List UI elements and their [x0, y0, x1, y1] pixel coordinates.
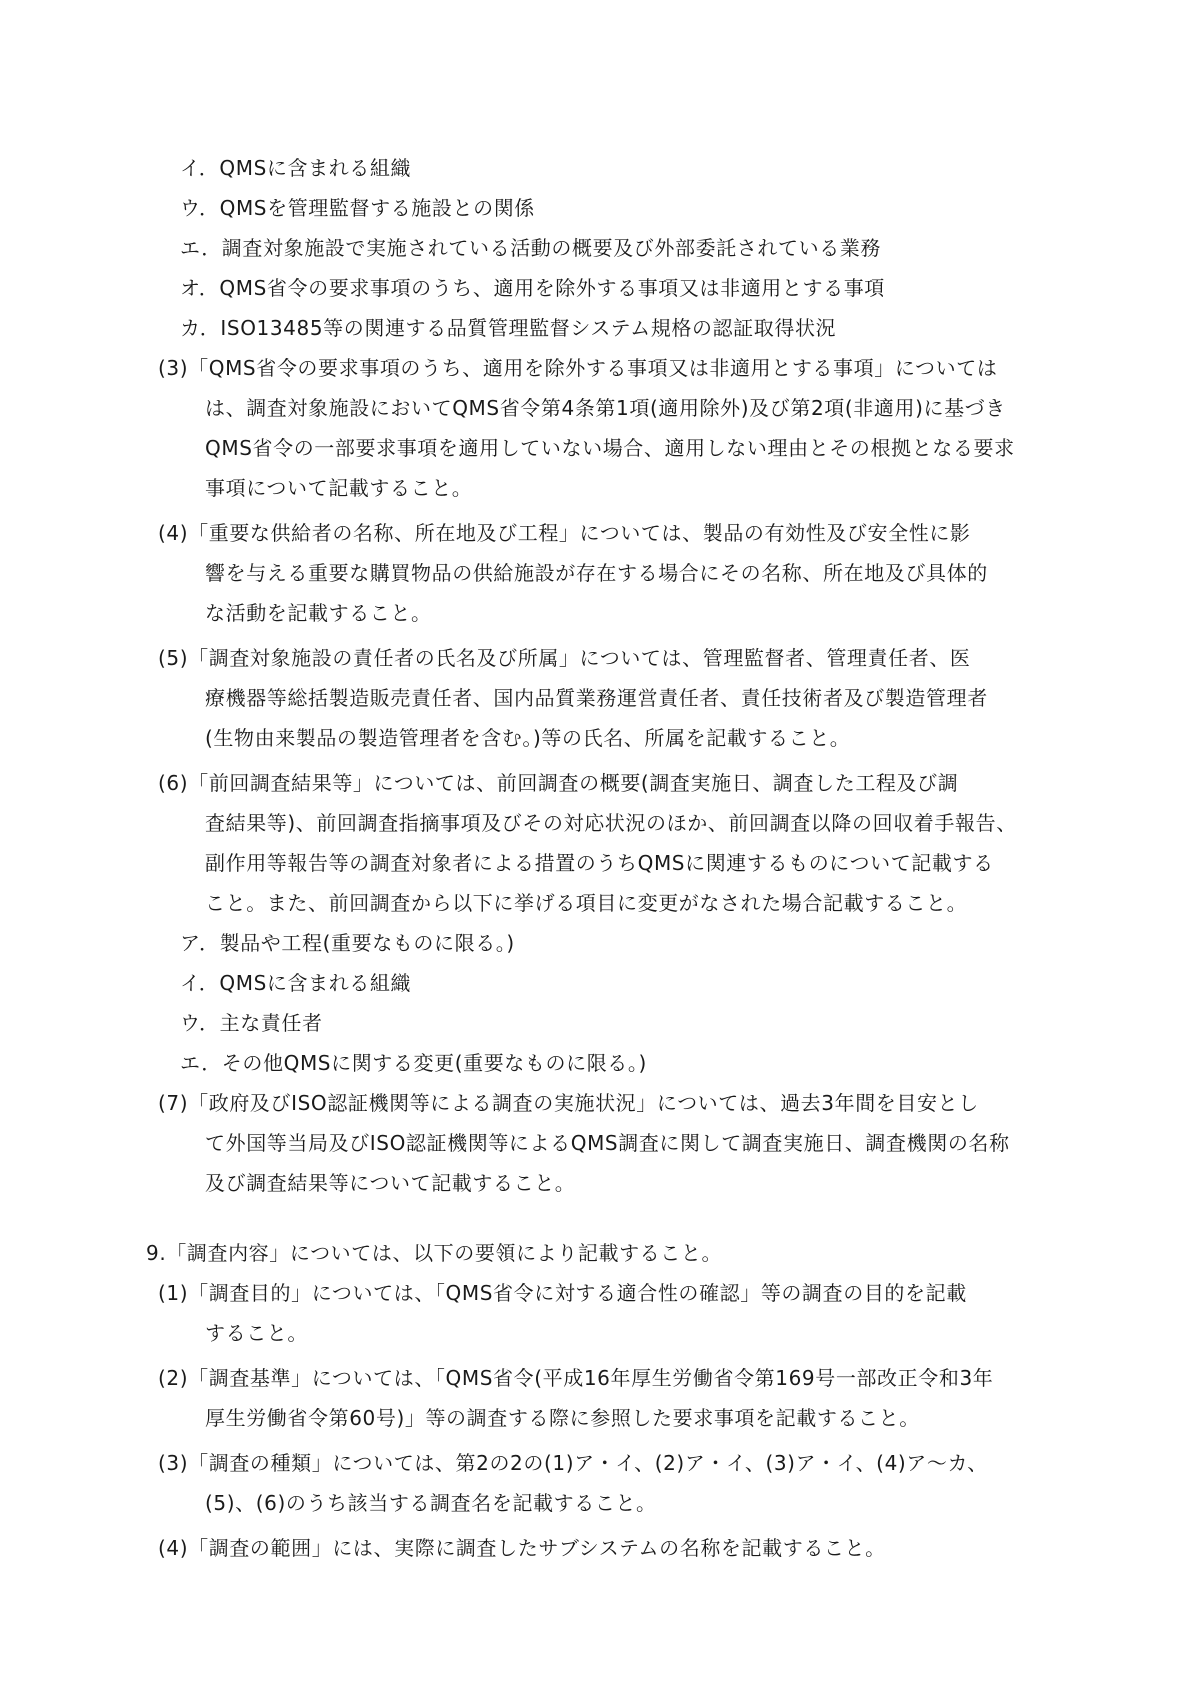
text-line: な活動を記載すること。 — [205, 601, 432, 625]
text-line: こと。また、前回調査から以下に挙げる項目に変更がなされた場合記載すること。 — [205, 891, 968, 915]
text-line: 事項について記載すること。 — [205, 476, 473, 500]
text-line: て外国等当局及びISO認証機関等によるQMS調査に関して調査実施日、調査機関の名称 — [205, 1131, 1010, 1155]
text-line: は、調査対象施設においてQMS省令第4条第1項(適用除外)及び第2項(非適用)に基づき — [205, 396, 1006, 420]
text-line: 厚生労働省令第60号)」等の調査する際に参照した要求事項を記載すること。 — [205, 1406, 920, 1430]
text-line: (7)「政府及びISO認証機関等による調査の実施状況」については、過去3年間を目安とし — [158, 1091, 979, 1115]
text-line: (4)「重要な供給者の名称、所在地及び工程」については、製品の有効性及び安全性に影 — [158, 521, 971, 545]
text-line: (生物由来製品の製造管理者を含む。)等の氏名、所属を記載すること。 — [205, 726, 851, 750]
text-line: (4)「調査の範囲」には、実際に調査したサブシステムの名称を記載すること。 — [158, 1536, 886, 1560]
text-line: 副作用等報告等の調査対象者による措置のうちQMSに関連するものについて記載する — [205, 851, 994, 875]
text-line: エ．調査対象施設で実施されている活動の概要及び外部委託されている業務 — [180, 236, 881, 260]
text-line: QMS省令の一部要求事項を適用していない場合、適用しない理由とその根拠となる要求 — [205, 436, 1015, 460]
text-line: すること。 — [205, 1321, 308, 1345]
text-line: オ．QMS省令の要求事項のうち、適用を除外する事項又は非適用とする事項 — [180, 276, 885, 300]
text-line: エ．その他QMSに関する変更(重要なものに限る。) — [180, 1051, 647, 1075]
text-line: 及び調査結果等について記載すること。 — [205, 1171, 576, 1195]
text-line: (2)「調査基準」については、「QMS省令(平成16年厚生労働省令第169号一部改正令和3年 — [158, 1366, 994, 1390]
section-heading: 9.「調査内容」については、以下の要領により記載すること。 — [146, 1241, 723, 1265]
text-line: 響を与える重要な購買物品の供給施設が存在する場合にその名称、所在地及び具体的 — [205, 561, 988, 585]
text-line: イ．QMSに含まれる組織 — [180, 971, 412, 995]
text-line: ウ．主な責任者 — [180, 1011, 323, 1035]
text-line: ウ．QMSを管理監督する施設との関係 — [180, 196, 535, 220]
text-line: (3)「調査の種類」については、第2の2の(1)ア・イ、(2)ア・イ、(3)ア・イ、(4)ア～カ、 — [158, 1451, 988, 1475]
text-line: カ．ISO13485等の関連する品質管理監督システム規格の認証取得状況 — [180, 316, 837, 340]
text-line: (5)、(6)のうち該当する調査名を記載すること。 — [205, 1491, 657, 1515]
text-line: イ．QMSに含まれる組織 — [180, 156, 412, 180]
text-line: (5)「調査対象施設の責任者の氏名及び所属」については、管理監督者、管理責任者、医 — [158, 646, 971, 670]
text-line: 査結果等)、前回調査指摘事項及びその対応状況のほか、前回調査以降の回収着手報告、 — [205, 811, 1017, 835]
text-line: (6)「前回調査結果等」については、前回調査の概要(調査実施日、調査した工程及び調 — [158, 771, 959, 795]
text-line: 療機器等総括製造販売責任者、国内品質業務運営責任者、責任技術者及び製造管理者 — [205, 686, 988, 710]
text-line: (1)「調査目的」については、「QMS省令に対する適合性の確認」等の調査の目的を記載 — [158, 1281, 967, 1305]
text-line: (3)「QMS省令の要求事項のうち、適用を除外する事項又は非適用とする事項」については — [158, 356, 998, 380]
text-line: ア．製品や工程(重要なものに限る。) — [180, 931, 515, 955]
